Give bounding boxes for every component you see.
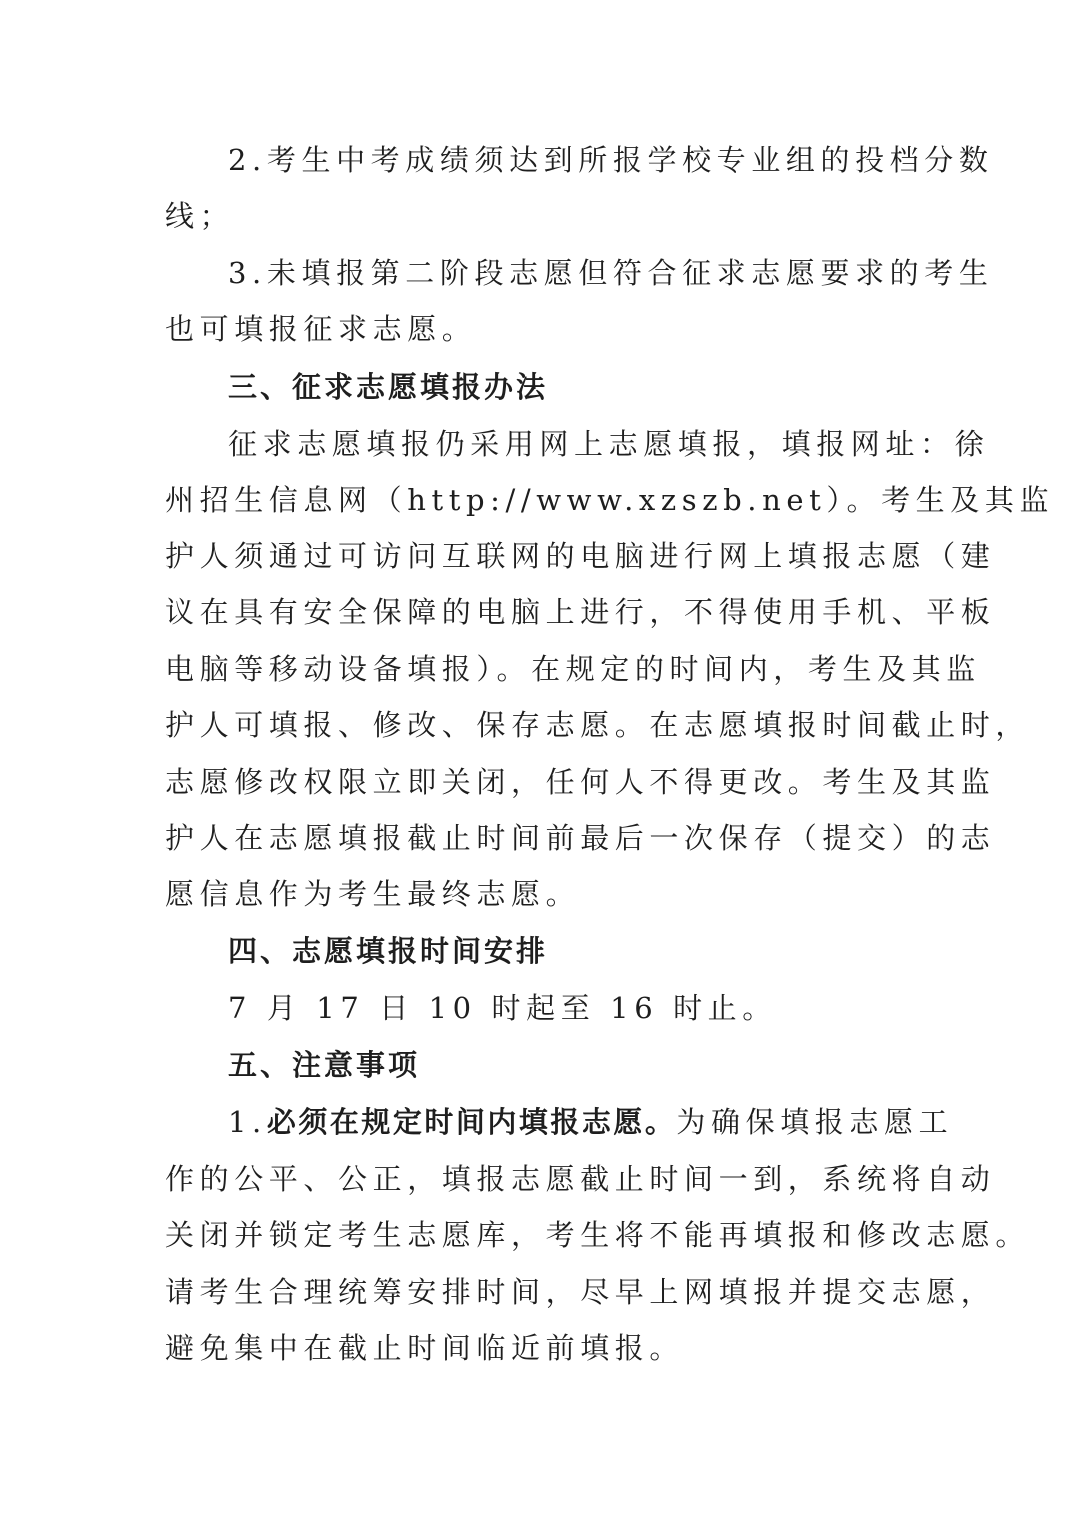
section3-line-5: 电脑等移动设备填报）。在规定的时间内，考生及其监 <box>165 652 981 686</box>
section3-line-8: 护人在志愿填报截止时间前最后一次保存（提交）的志 <box>165 821 996 855</box>
section5-note1-line1 <box>228 1103 954 1141</box>
note1-number: 1. <box>228 1105 267 1139</box>
section3-heading: 三、征求志愿填报办法 <box>228 370 549 404</box>
item3-line1: 3.未填报第二阶段志愿但符合征求志愿要求的考生 <box>228 256 994 290</box>
section3-line-9: 愿信息作为考生最终志愿。 <box>165 877 581 911</box>
section3-line-2: 州招生信息网（http://www.xzszb.net）。考生及其监 <box>165 483 1055 517</box>
section4-time: 7 月 17 日 10 时起至 16 时止。 <box>228 991 777 1025</box>
note1-bold-lead: 必须在规定时间内填报志愿。 <box>266 1105 677 1139</box>
note1-rest: 为确保填报志愿工 <box>676 1105 954 1139</box>
section4-heading: 四、志愿填报时间安排 <box>228 934 549 968</box>
section5-line-5: 避免集中在截止时间临近前填报。 <box>165 1331 685 1365</box>
section5-line-4: 请考生合理统筹安排时间，尽早上网填报并提交志愿， <box>165 1275 996 1309</box>
section3-line-4: 议在具有安全保障的电脑上进行，不得使用手机、平板 <box>165 595 996 629</box>
section3-line-6: 护人可填报、修改、保存志愿。在志愿填报时间截止时， <box>165 708 1031 742</box>
section3-line-1: 征求志愿填报仍采用网上志愿填报，填报网址：徐 <box>228 427 990 461</box>
section5-heading: 五、注意事项 <box>228 1048 421 1082</box>
item3-line2: 也可填报征求志愿。 <box>165 312 477 346</box>
section5-line-3: 关闭并锁定考生志愿库，考生将不能再填报和修改志愿。 <box>165 1218 1031 1252</box>
item2-line2: 线； <box>165 199 235 233</box>
section3-line-7: 志愿修改权限立即关闭，任何人不得更改。考生及其监 <box>165 765 996 799</box>
section3-line-3: 护人须通过可访问互联网的电脑进行网上填报志愿（建 <box>165 539 996 573</box>
item2-line1: 2.考生中考成绩须达到所报学校专业组的投档分数 <box>228 143 994 177</box>
section5-line-2: 作的公平、公正，填报志愿截止时间一到，系统将自动 <box>165 1162 996 1196</box>
